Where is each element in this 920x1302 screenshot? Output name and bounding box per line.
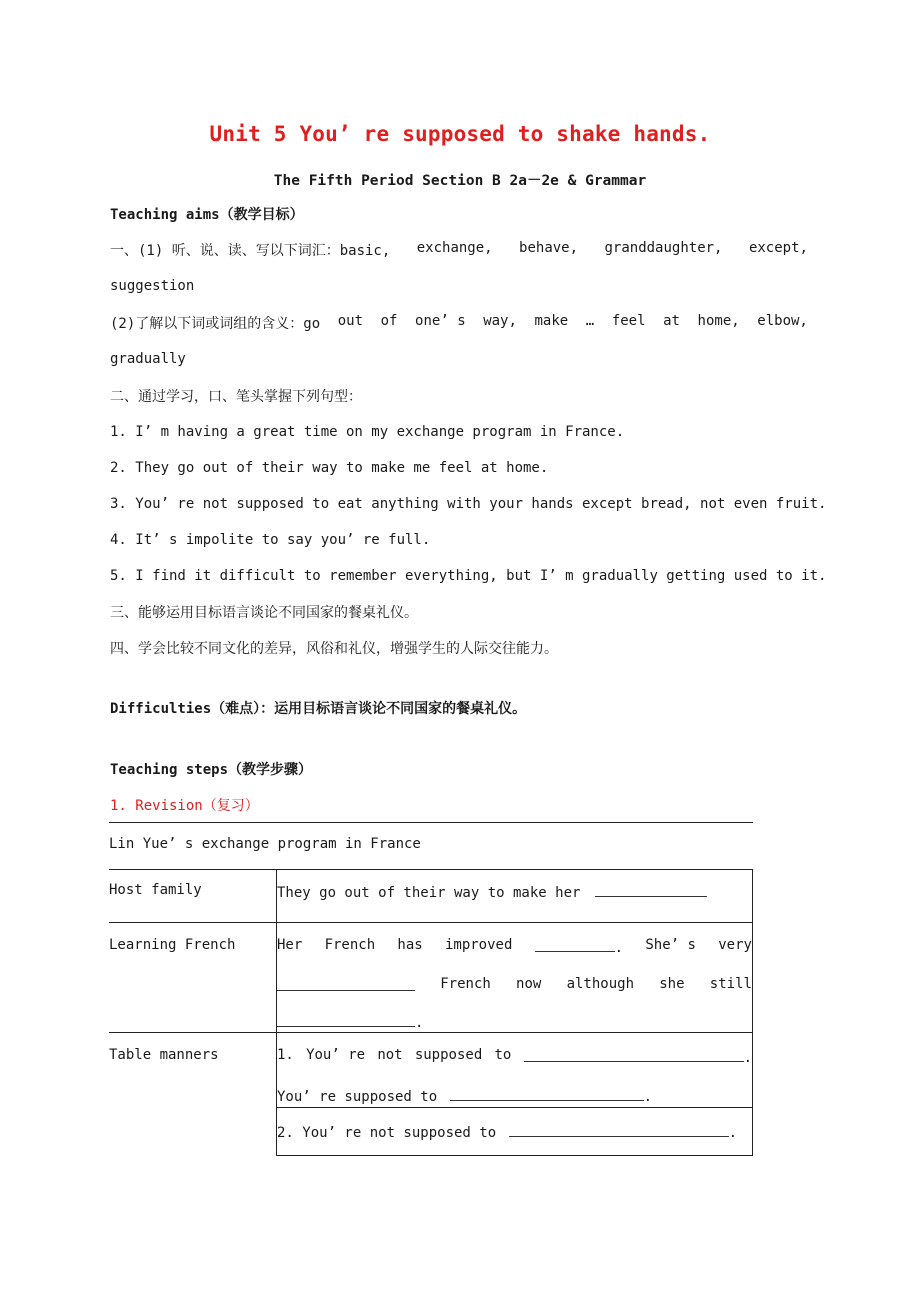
manners-text: You’ re supposed to — [277, 1089, 438, 1105]
french-line-3: . — [277, 1012, 752, 1031]
table-cell — [109, 1033, 277, 1156]
aim1-word: granddaughter, — [604, 240, 723, 256]
manners-line-1 — [277, 1047, 752, 1066]
aim1-word: except, — [748, 240, 808, 256]
period-subtitle: The Fifth Period Section B 2a－2e & Grammar — [273, 173, 647, 189]
word: Her — [277, 937, 303, 953]
aim1b-word: out — [337, 313, 364, 329]
aim1b-word: at — [663, 313, 680, 329]
word: to — [494, 1047, 512, 1063]
sentence-item: 1. I’ m having a great time on my exchange program in France. — [110, 424, 625, 440]
aims-heading: Teaching aims（教学目标） — [110, 207, 304, 223]
manners-line-2: You’ re supposed to . — [277, 1086, 752, 1105]
word: very — [718, 937, 752, 953]
table-cell — [277, 870, 753, 923]
word: still — [709, 976, 752, 992]
table-cell — [109, 923, 277, 1033]
steps-heading: Teaching steps（教学步骤） — [110, 762, 313, 778]
french-line-2 — [277, 976, 752, 992]
aim1b-word: feel — [611, 313, 646, 329]
table-cell — [277, 1033, 753, 1108]
table-header-cell — [109, 823, 753, 870]
table-cell — [277, 923, 753, 1033]
aim1b-word: elbow, — [757, 313, 808, 329]
french-line-1 — [277, 937, 752, 956]
aim1b-word: … — [585, 313, 595, 329]
learning-french-label: Learning French — [109, 937, 236, 953]
aim1b-word: one’ s — [415, 313, 466, 329]
word: supposed — [414, 1047, 483, 1063]
sentence-item: 2. They go out of their way to make me feel at home. — [110, 460, 549, 476]
manners-text: 2. You’ re not supposed to — [277, 1125, 497, 1141]
aim1-word: 一、(1) 听、说、读、写以下词汇：basic, — [110, 243, 391, 259]
word: You’ re — [306, 1047, 366, 1063]
aim1b-word: make — [534, 313, 569, 329]
answer-blank — [535, 937, 615, 952]
answer-blank-wrap: . — [524, 1047, 752, 1066]
page-title: Unit 5 You’ re supposed to shake hands. — [209, 122, 711, 146]
table-cell: 2. You’ re not supposed to . — [277, 1108, 753, 1156]
table-row — [109, 1033, 753, 1108]
host-family-text: They go out of their way to make her — [277, 885, 581, 901]
answer-blank — [277, 976, 415, 991]
aim1b-word: of — [380, 313, 398, 329]
word: French — [324, 937, 376, 953]
table-cell — [109, 870, 277, 923]
aim1-tail: suggestion — [110, 278, 195, 294]
answer-blank — [450, 1086, 644, 1101]
answer-blank — [595, 882, 707, 897]
word: 1. — [277, 1047, 294, 1063]
word: improved — [444, 937, 513, 953]
answer-blank — [277, 1012, 415, 1027]
word: has — [397, 937, 423, 953]
aim1b-word: home, — [697, 313, 740, 329]
aim1-word: exchange, — [416, 240, 493, 256]
difficulties: Difficulties（难点）：运用目标语言谈论不同国家的餐桌礼仪。 — [110, 701, 527, 717]
word: although — [566, 976, 635, 992]
sentence-item: 5. I find it difficult to remember everything, but I’ m gradually getting used to it. — [110, 568, 827, 584]
aim3: 三、能够运用目标语言谈论不同国家的餐桌礼仪。 — [110, 605, 418, 621]
sentence-item: 3. You’ re not supposed to eat anything with your hands except bread, not even fruit. — [110, 496, 827, 512]
table-row — [109, 823, 753, 870]
word: she — [659, 976, 685, 992]
aim1-word: behave, — [519, 240, 579, 256]
aim1-line — [110, 240, 808, 260]
table-manners-label: Table manners — [109, 1047, 219, 1063]
revision-table — [109, 822, 753, 1156]
word: She’ s — [645, 937, 696, 953]
answer-blank — [509, 1122, 729, 1137]
answer-blank — [524, 1047, 744, 1062]
table-row — [109, 870, 753, 923]
host-family-label: Host family — [109, 882, 202, 898]
aim4: 四、学会比较不同文化的差异，风俗和礼仪，增强学生的人际交往能力。 — [110, 641, 558, 657]
table-row — [109, 923, 753, 1033]
word: now — [516, 976, 542, 992]
answer-blank-wrap: . — [535, 937, 623, 956]
revision-heading: 1. Revision（复习） — [110, 798, 259, 814]
aim1b-word: way, — [483, 313, 517, 329]
word: not — [377, 1047, 403, 1063]
aim2: 二、通过学习，口、笔头掌握下列句型： — [110, 389, 362, 405]
aim1b-line — [110, 313, 808, 333]
aim1b-tail: gradually — [110, 351, 186, 367]
table-header: Lin Yue’ s exchange program in France — [109, 836, 421, 852]
sentence-item: 4. It’ s impolite to say you’ re full. — [110, 532, 431, 548]
word: French — [440, 976, 491, 992]
aim1b-word: (2)了解以下词或词组的含义：go — [110, 316, 321, 332]
